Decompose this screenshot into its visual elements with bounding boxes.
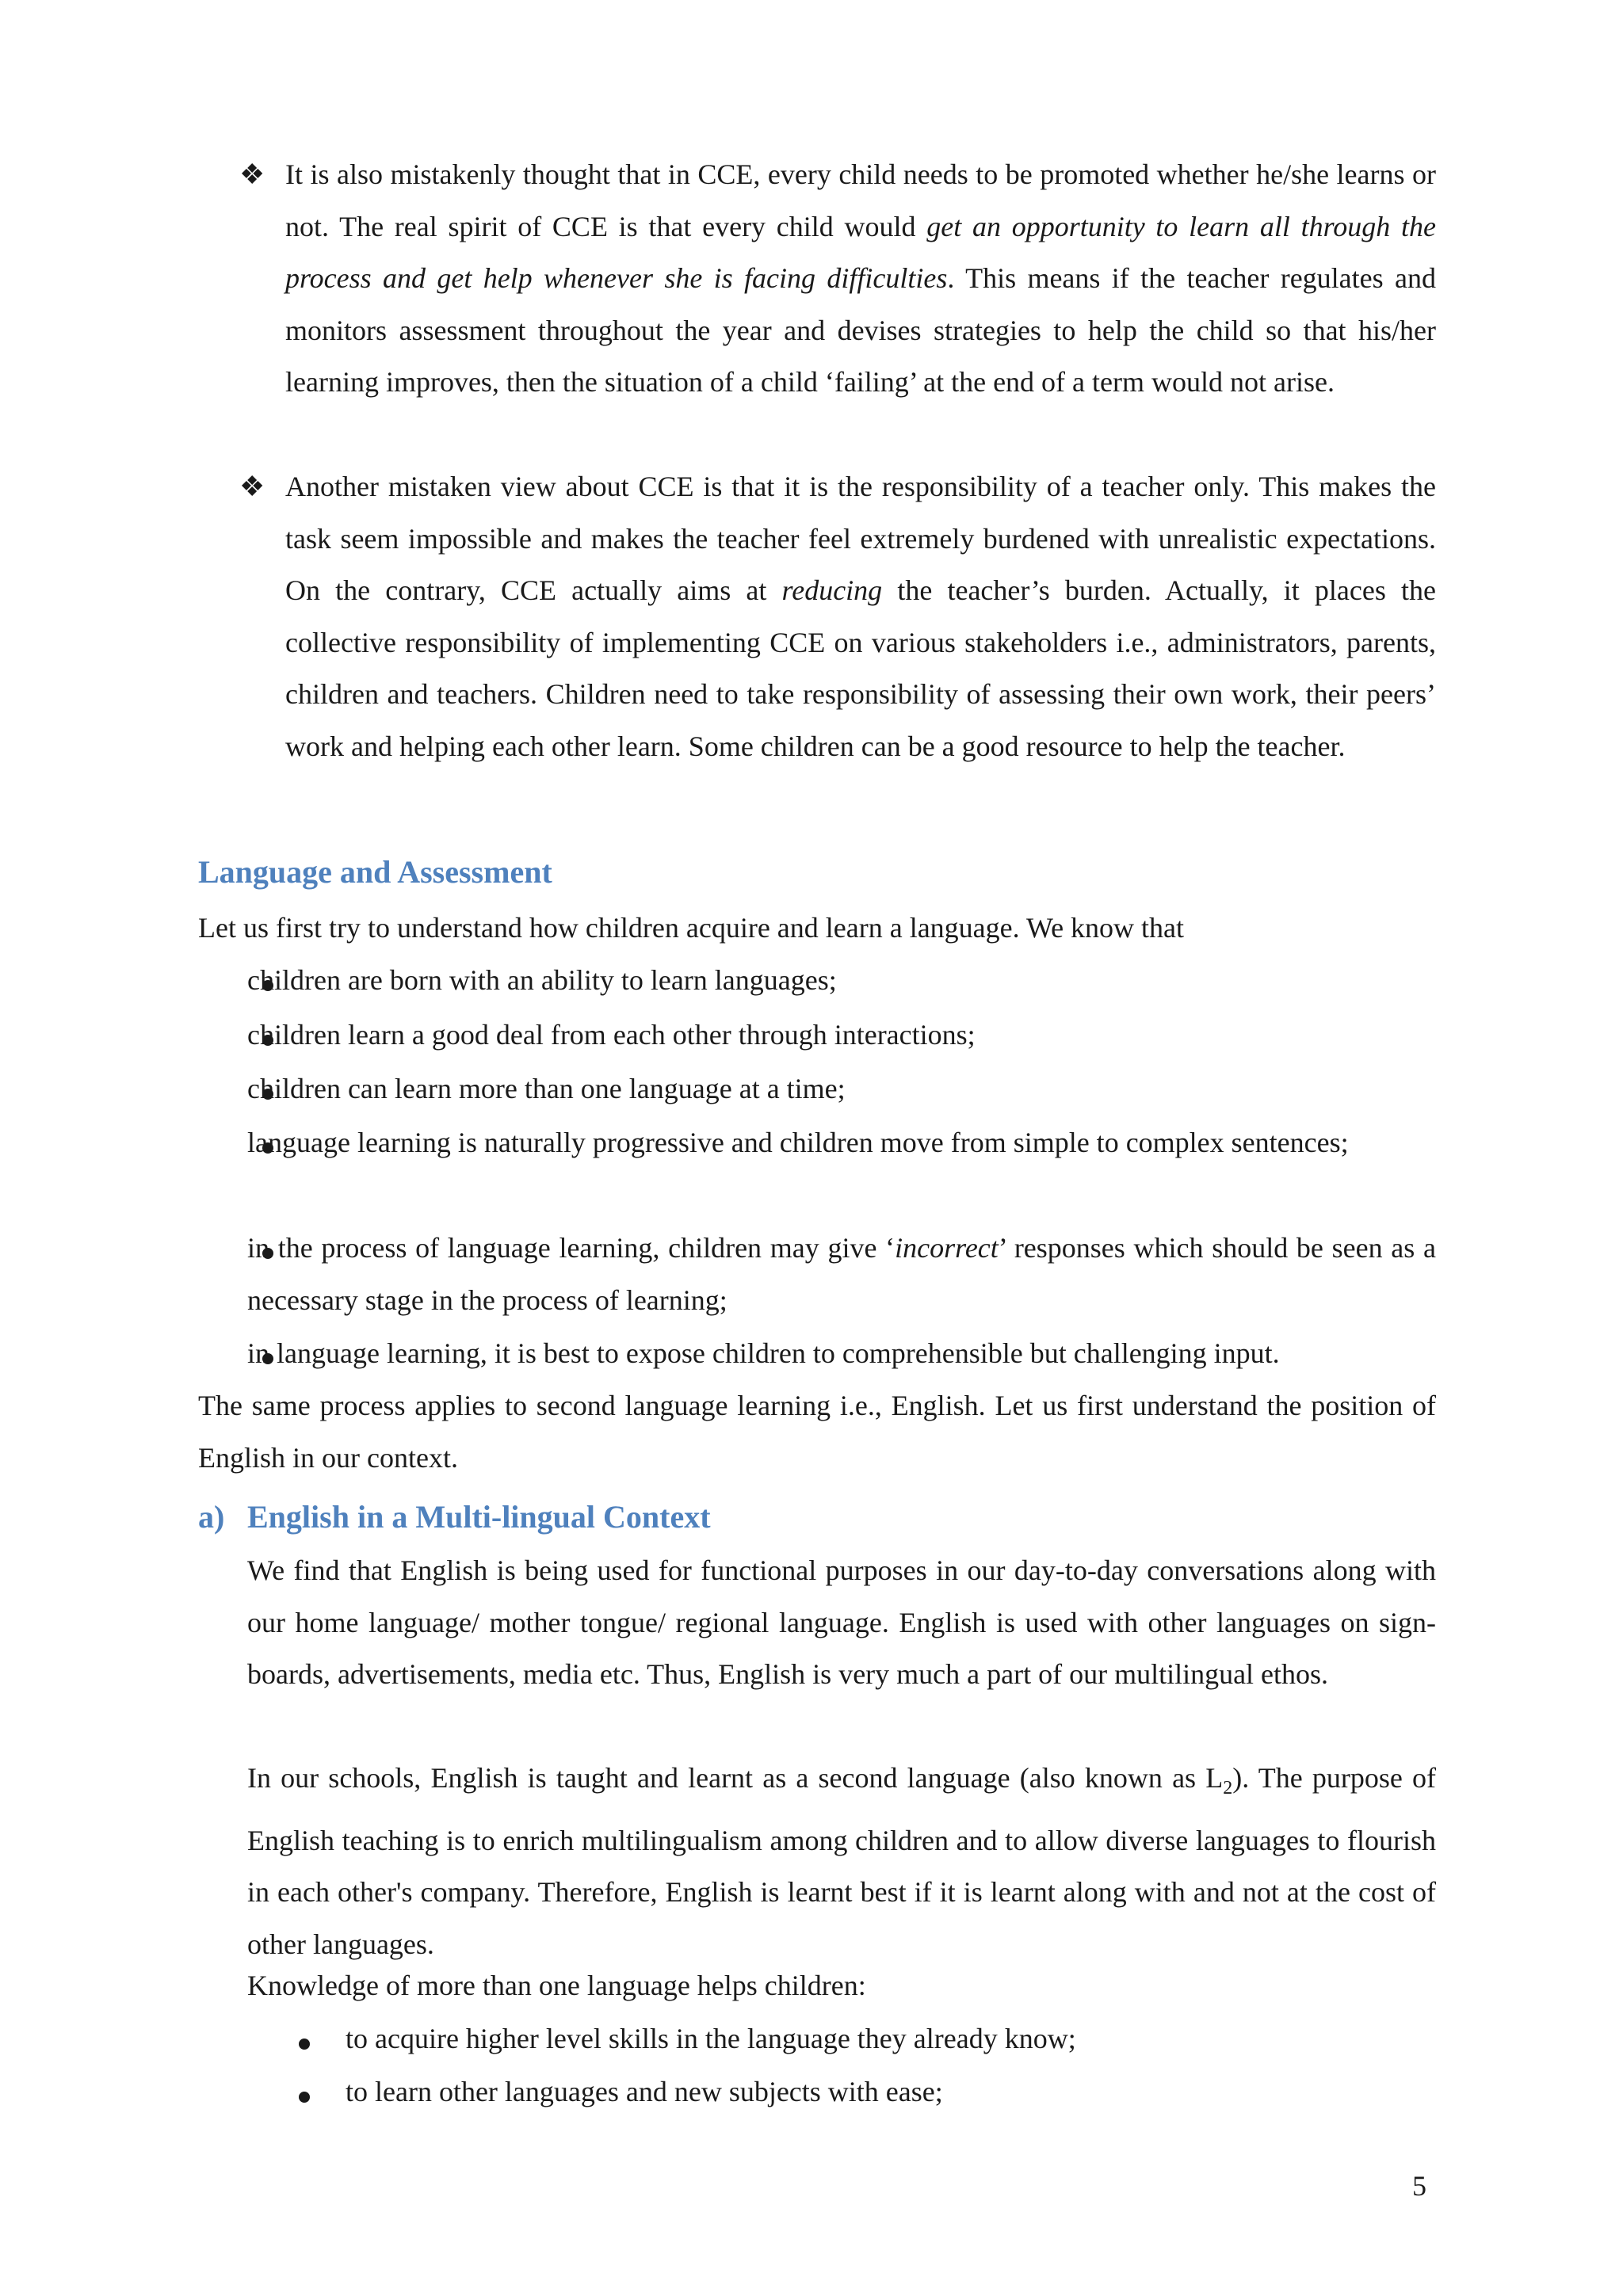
sub-bullet-item-1: to acquire higher level skills in the language they already know; <box>346 2023 1076 2054</box>
subsection-label: a) <box>198 1499 225 1535</box>
page-number: 5 <box>1412 2170 1426 2202</box>
bullet-item-1 <box>247 955 1436 1007</box>
bullet-item-5 <box>247 1222 1436 1326</box>
text-segment: It is also mistakenly thought that in CCE, every child needs to be promoted whether he/she learns or not. The real spirit of CCE is that every child would <box>285 158 1436 242</box>
italic-text: get an opportunity to learn all through the process and get help whenever she is facing difficulties <box>285 210 1436 295</box>
paragraph-second-language: In our schools, English is taught and learnt as a second language (also known as $L_2$). The purpose of English teaching is to enrich multilingualism among children and to allow diverse languages to flourish in each other's company. Therefore, English is learnt best if it is learnt along with and not at the cost of other languages. <box>247 1762 1436 1960</box>
paragraph-knowledge: Knowledge of more than one language helps children: <box>247 1970 866 2001</box>
text-segment: ’ responses which should be seen as a necessary stage in the process of learning; <box>247 1232 1436 1316</box>
text-segment: Another mistaken view about CCE is that it is the responsibility of a teacher only. This makes the task seem impossible and makes the teacher feel extremely burdened with unrealistic expectations. On the contrary, CCE actually aims at <box>285 471 1436 607</box>
closing-paragraph: The same process applies to second language learning i.e., English. Let us first understand the position of English in our context. <box>198 1390 1436 1474</box>
subsection-heading: English in a Multi-lingual Context <box>247 1499 711 1535</box>
bullet-dot-icon <box>299 2039 310 2050</box>
text-segment: in the process of language learning, children may give ‘ <box>247 1232 896 1264</box>
bullet-item-2 <box>247 1009 1436 1062</box>
paragraph-multilingual-use: We find that English is being used for functional purposes in our day-to-day conversations along with our home language/ mother tongue/ regional language. English is used with other languages on sign-boards, advertisements, media etc. Thus, English is very much a part of our multilingual ethos. <box>247 1554 1436 1691</box>
text-segment: language learning is naturally progressive and children move from simple to complex sentences; <box>247 1127 1349 1158</box>
section-heading: Language and Assessment <box>198 854 552 890</box>
text-segment: the teacher’s burden. Actually, it places the collective responsibility of implementing CCE on various stakeholders i.e., administrators, parents, children and teachers. Children need to take responsibility of assessing their own work, their peers’ work and helping each other learn. Some children can be a good resource to help the teacher. <box>285 574 1436 762</box>
text-segment: . This means if the teacher regulates and monitors assessment throughout the year and devises strategies to help the child so that his/her learning improves, then the situation of a child ‘failing’ at the end of a term would not arise. <box>285 262 1436 399</box>
intro-text: Let us first try to understand how children acquire and learn a language. We know that <box>198 912 1185 944</box>
bullet-item-4 <box>247 1117 1436 1169</box>
sub-bullet-item-2: to learn other languages and new subjects with ease; <box>346 2076 943 2107</box>
bullet-item-3 <box>247 1063 1436 1116</box>
star-bullet-1-text <box>285 149 1436 409</box>
text-segment: children learn a good deal from each other through interactions; <box>247 1019 976 1051</box>
italic-text: incorrect <box>895 1232 999 1264</box>
star-bullet-icon: ❖ <box>239 158 265 190</box>
text-segment: in language learning, it is best to expose children to comprehensible but challenging input. <box>247 1337 1280 1369</box>
text-segment: children can learn more than one language at a time; <box>247 1073 846 1104</box>
star-bullet-2-text <box>285 461 1436 773</box>
bullet-item-6 <box>247 1328 1436 1380</box>
text-segment: children are born with an ability to learn languages; <box>247 964 837 996</box>
italic-text: reducing <box>781 574 883 607</box>
bullet-dot-icon <box>299 2092 310 2103</box>
star-bullet-icon: ❖ <box>239 471 265 502</box>
